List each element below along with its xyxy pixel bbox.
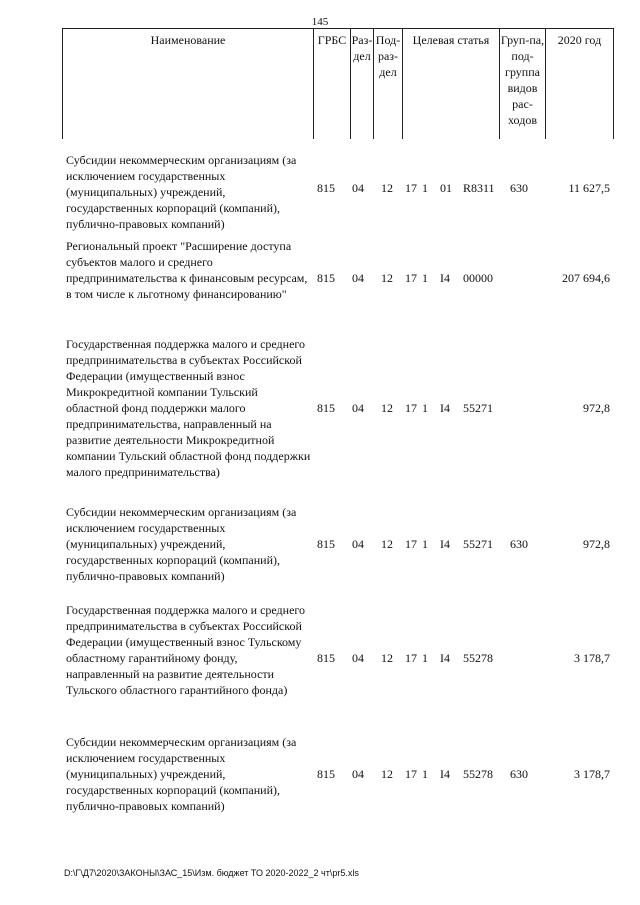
row-name: Субсидии некоммерческим организациям (за исключением государственных (муниципальных) учреждений, государственных корпораций (компаний), публично-правовых компаний) xyxy=(66,153,297,231)
row-amount: 3 178,7 xyxy=(574,651,610,665)
row-amount: 11 627,5 xyxy=(568,181,610,195)
row-cs-project: I4 xyxy=(440,767,450,781)
row-cs-subprogram: 1 xyxy=(422,401,428,415)
row-group: 630 xyxy=(510,181,528,195)
row-cs-code: 55278 xyxy=(463,651,493,665)
table-header xyxy=(62,28,614,139)
row-razdel: 04 xyxy=(352,537,364,551)
row-cs-program: 17 xyxy=(405,767,417,781)
header-grbs: ГРБС xyxy=(314,29,351,139)
row-group: 630 xyxy=(510,537,528,551)
row-cs-project: I4 xyxy=(440,401,450,415)
row-podrazdel: 12 xyxy=(381,401,393,415)
row-podrazdel: 12 xyxy=(381,181,393,195)
row-cs-code: 55271 xyxy=(463,401,493,415)
row-group: 630 xyxy=(510,767,528,781)
header-target-article: Целевая статья xyxy=(403,29,500,139)
header-razdel: Раз-дел xyxy=(351,29,374,139)
row-podrazdel: 12 xyxy=(381,537,393,551)
row-cs-code: 55278 xyxy=(463,767,493,781)
row-grbs: 815 xyxy=(317,271,335,285)
row-grbs: 815 xyxy=(317,181,335,195)
row-amount: 207 694,6 xyxy=(562,271,610,285)
row-podrazdel: 12 xyxy=(381,651,393,665)
header-year: 2020 год xyxy=(546,29,614,139)
row-cs-code: R8311 xyxy=(463,181,495,195)
row-podrazdel: 12 xyxy=(381,271,393,285)
row-cs-project: I4 xyxy=(440,651,450,665)
row-cs-project: I4 xyxy=(440,537,450,551)
row-amount: 972,8 xyxy=(583,401,610,415)
row-cs-program: 17 xyxy=(405,401,417,415)
row-cs-program: 17 xyxy=(405,271,417,285)
row-name: Субсидии некоммерческим организациям (за исключением государственных (муниципальных) учреждений, государственных корпораций (компаний), публично-правовых компаний) xyxy=(66,735,297,813)
row-razdel: 04 xyxy=(352,401,364,415)
row-razdel: 04 xyxy=(352,271,364,285)
row-podrazdel: 12 xyxy=(381,767,393,781)
row-razdel: 04 xyxy=(352,767,364,781)
header-podrazdel: Под-раз-дел xyxy=(374,29,403,139)
row-cs-program: 17 xyxy=(405,651,417,665)
row-name: Государственная поддержка малого и среднего предпринимательства в субъектах Российской Федерации (имущественный взнос Микрокредитной компании Тульский областной фонд поддержки малого предпринимательства, направленный на развитие деятельности Микрокредитной компании Тульский областной фонд поддержки малого предпринимательства) xyxy=(66,337,311,479)
row-grbs: 815 xyxy=(317,537,335,551)
file-path-footer: D:\Г\Д7\2020\ЗАКОНЫ\ЗАС_15\Изм. бюджет ТО 2020-2022_2 чт\pr5.xls xyxy=(64,868,359,878)
header-name: Наименование xyxy=(63,29,314,139)
row-cs-project: I4 xyxy=(440,271,450,285)
row-cs-subprogram: 1 xyxy=(422,271,428,285)
row-name: Субсидии некоммерческим организациям (за исключением государственных (муниципальных) учреждений, государственных корпораций (компаний), публично-правовых компаний) xyxy=(66,505,297,583)
row-razdel: 04 xyxy=(352,651,364,665)
row-amount: 3 178,7 xyxy=(574,767,610,781)
page-number: 145 xyxy=(311,16,329,28)
row-grbs: 815 xyxy=(317,401,335,415)
row-cs-code: 00000 xyxy=(463,271,493,285)
row-razdel: 04 xyxy=(352,181,364,195)
row-cs-subprogram: 1 xyxy=(422,181,428,195)
row-name: Государственная поддержка малого и среднего предпринимательства в субъектах Российской Федерации (имущественный взнос Тульскому областному гарантийному фонду, направленный на развитие деятельности Тульского областного гарантийного фонда) xyxy=(66,603,306,697)
row-cs-program: 17 xyxy=(405,537,417,551)
row-cs-subprogram: 1 xyxy=(422,651,428,665)
row-cs-subprogram: 1 xyxy=(422,537,428,551)
row-name: Региональный проект "Расширение доступа субъектов малого и среднего предпринимательства к финансовым ресурсам, в том числе к льготному финансированию" xyxy=(66,239,308,301)
row-grbs: 815 xyxy=(317,651,335,665)
row-cs-program: 17 xyxy=(405,181,417,195)
row-cs-subprogram: 1 xyxy=(422,767,428,781)
row-amount: 972,8 xyxy=(583,537,610,551)
row-grbs: 815 xyxy=(317,767,335,781)
header-expense-group: Груп-па, под-группа видов рас-ходов xyxy=(500,29,546,139)
row-cs-project: 01 xyxy=(440,181,452,195)
row-cs-code: 55271 xyxy=(463,537,493,551)
